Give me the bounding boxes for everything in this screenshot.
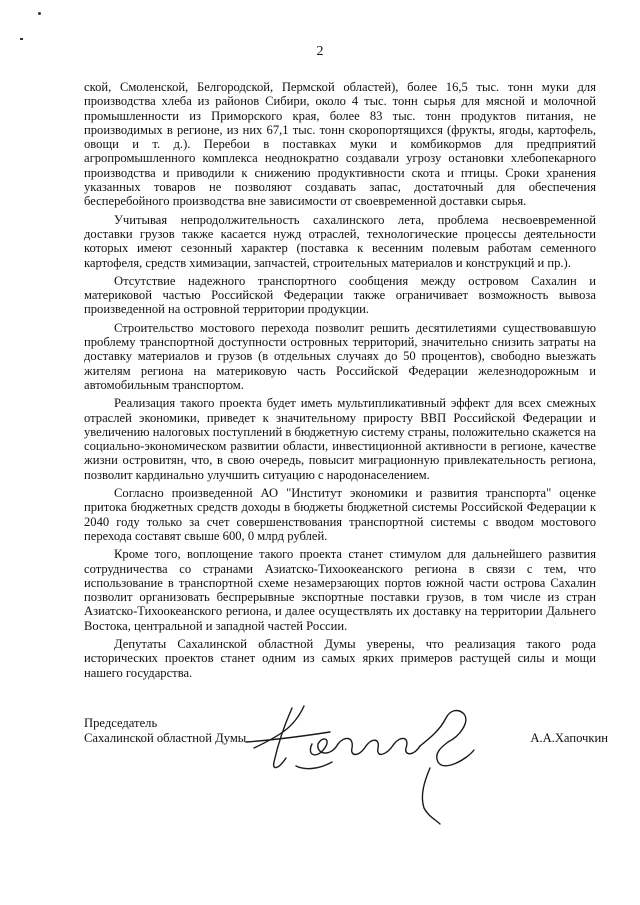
paragraph-2: Учитывая непродолжительность сахалинского лета, проблема несвоевременной доставки грузов также касается нужд отраслей, технологические процессы деятельности которых имеют сезонный характер (поставка к весенним полевым работам семенного картофеля, средств химизации, запчастей, строительных материалов и конструкций и пр.). <box>84 212 596 270</box>
letter-body <box>84 80 596 684</box>
signatory-title-line2: Сахалинской областной Думы <box>84 731 247 745</box>
paragraph-1: ской, Смоленской, Белгородской, Пермской областей), более 16,5 тыс. тонн муки для производства хлеба из районов Сибири, около 4 тыс. тонн сырья для мясной и молочной промышленности из Приморского края, более 83 тыс. тонн продуктов питания, не производимых в регионе, из них 67,1 тыс. тонн скоропортящихся (фрукты, ягоды, картофель, овощи и т. д.). Перебои в поставках муки и комбикормов для предприятий агропромышленного комплекса неоднократно создавали угрозу остановки хлебопекарного производства и приводили к снижению продуктивности скота и птицы. Сроки хранения указанных товаров не позволяют создавать запас, достаточный для обеспечения бесперебойного производства вне зависимости от своевременной доставки сырья. <box>84 80 596 209</box>
signatory-title <box>84 716 246 746</box>
paragraph-5: Реализация такого проекта будет иметь мультипликативный эффект для всех смежных отраслей экономики, приведет к значительному приросту ВВП Российской Федерации и увеличению налоговых поступлений в бюджетную систему страны, положительно скажется на социально-экономическом развитии области, инвестиционной активности в регионе, качестве жизни островитян, что, в свою очередь, повысит миграционную привлекательность региона, позволит кардинально улучшить ситуацию с народонаселением. <box>84 396 596 482</box>
signatory-title-line1: Председатель <box>84 716 158 730</box>
signatory-name: А.А.Хапочкин <box>530 731 608 745</box>
paragraph-4: Строительство мостового перехода позволит решить десятилетиями существовавшую проблему транспортной доступности островных территорий, значительно снизить затраты на доставку материалов и грузов (в отдельных случаях до 50 процентов), свободно выезжать жителям региона на материковую часть Российской Федерации железнодорожным и автомобильным транспортом. <box>84 320 596 392</box>
page-number: 2 <box>316 44 324 59</box>
scan-mark-left <box>20 38 23 40</box>
scan-mark-top <box>38 12 41 15</box>
paragraph-3: Отсутствие надежного транспортного сообщения между островом Сахалин и материковой частью Российской Федерации также ограничивает возможность вывоза произведенной на островной территории продукции. <box>84 273 596 317</box>
paragraph-6: Согласно произведенной АО "Институт экономики и развития транспорта" оценке притока бюджетных средств доходы в бюджеты бюджетной системы Российской Федерации к 2040 году только за счет совершенствования транспортной системы с вводом мостового перехода составят свыше 600, 0 млрд рублей. <box>84 486 596 543</box>
paragraph-7: Кроме того, воплощение такого проекта станет стимулом для дальнейшего развития сотрудничества со странами Азиатско-Тихоокеанского региона в связи с тем, что использование в транспортной схеме незамерзающих портов южной части острова Сахалин позволит организовать беспрерывные экспортные поставки грузов, в том числе из стран Азиатско-Тихоокеанского региона, и далее осуществлять их доставку на территории Дальнего Востока, центральной и западной частей России. <box>84 547 596 633</box>
handwritten-signature <box>234 696 504 826</box>
signature-block <box>84 716 614 866</box>
paragraph-8: Депутаты Сахалинской областной Думы уверены, что реализация такого рода исторических проектов станет одним из самых ярких примеров растущей силы и мощи нашего государства. <box>84 636 596 680</box>
